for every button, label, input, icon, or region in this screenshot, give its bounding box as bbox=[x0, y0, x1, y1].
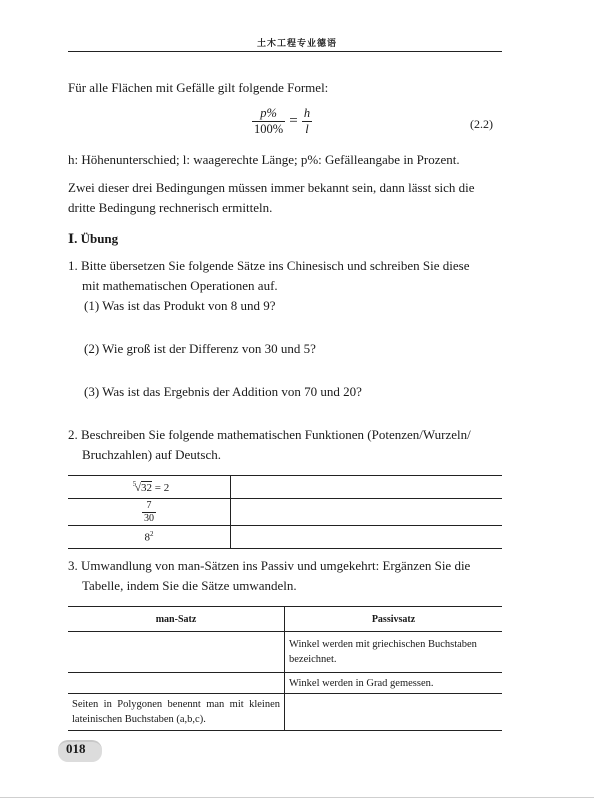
formula-left-fraction bbox=[252, 106, 285, 137]
man-satz-cell[interactable] bbox=[68, 632, 285, 673]
fraction-denominator: 30 bbox=[144, 512, 154, 524]
formula-left-numerator: p% bbox=[252, 106, 285, 122]
radical-sign: √ bbox=[134, 481, 142, 494]
task2-line-1: 2. Beschreiben Sie folgende mathematischen Funktionen (Potenzen/Wurzeln/ bbox=[68, 427, 471, 442]
task3-line-1: 3. Umwandlung von man-Sätzen ins Passiv und umgekehrt: Ergänzen Sie die bbox=[68, 558, 471, 573]
task1-question-3: (3) Was ist das Ergebnis der Addition von 70 und 20? bbox=[84, 384, 362, 399]
running-header: 土木工程专业德语 bbox=[256, 38, 337, 48]
power-exponent: 2 bbox=[150, 530, 154, 539]
paragraph-line-1: Zwei dieser drei Bedingungen müssen immer bekannt sein, dann lässt sich die bbox=[68, 180, 475, 195]
radicand: 32 bbox=[141, 481, 153, 494]
task1-question-2: (2) Wie groß ist der Differenz von 30 und 5? bbox=[84, 341, 316, 356]
passivsatz-cell: Winkel werden mit griechischen Buchstaben bezeichnet. bbox=[285, 632, 503, 673]
bottom-rule bbox=[0, 797, 594, 798]
passivsatz-cell: Winkel werden in Grad gemessen. bbox=[285, 673, 503, 694]
table-row bbox=[68, 673, 502, 694]
formula-right-fraction bbox=[302, 106, 312, 137]
page-number: 018 bbox=[66, 741, 86, 756]
fraction-expression-cell bbox=[68, 499, 231, 526]
task2-line-2: Bruchzahlen) auf Deutsch. bbox=[82, 447, 221, 462]
paragraph-line-2: dritte Bedingung rechnerisch ermitteln. bbox=[68, 200, 273, 215]
formula-right-denominator: l bbox=[305, 122, 309, 136]
intro-text: Für alle Flächen mit Gefälle gilt folgende Formel: bbox=[68, 80, 329, 95]
task1-line-1: 1. Bitte übersetzen Sie folgende Sätze ins Chinesisch und schreiben Sie diese bbox=[68, 258, 470, 273]
equation-number: (2.2) bbox=[470, 117, 493, 131]
formula-equals: = bbox=[289, 113, 298, 129]
table-header-row bbox=[68, 607, 502, 632]
table-row bbox=[68, 476, 502, 499]
fraction-numerator: 7 bbox=[142, 500, 156, 513]
man-satz-cell: Seiten in Polygonen benennt man mit kleinen lateinischen Buchstaben (a,b,c). bbox=[68, 694, 285, 731]
formula bbox=[252, 106, 312, 137]
header-rule bbox=[68, 51, 502, 52]
table-row bbox=[68, 499, 502, 526]
passivsatz-cell[interactable] bbox=[285, 694, 503, 731]
table-row bbox=[68, 694, 502, 731]
root-expression-cell bbox=[68, 476, 231, 499]
functions-table bbox=[68, 475, 502, 549]
root-index: 5 bbox=[132, 480, 137, 489]
answer-cell[interactable] bbox=[231, 476, 503, 499]
header-man-satz: man-Satz bbox=[68, 607, 285, 632]
power-expression-cell bbox=[68, 526, 231, 549]
header-passivsatz: Passivsatz bbox=[285, 607, 503, 632]
fraction bbox=[142, 500, 156, 525]
man-satz-cell[interactable] bbox=[68, 673, 285, 694]
table-row bbox=[68, 526, 502, 549]
passive-table bbox=[68, 606, 502, 731]
formula-legend: h: Höhenunterschied; l: waagerechte Länge; p%: Gefälleangabe in Prozent. bbox=[68, 152, 460, 167]
section-title: Ⅰ. Übung bbox=[68, 231, 119, 246]
task1-question-1: (1) Was ist das Produkt von 8 und 9? bbox=[84, 298, 276, 313]
task1-line-2: mit mathematischen Operationen auf. bbox=[82, 278, 278, 293]
answer-cell[interactable] bbox=[231, 526, 503, 549]
table-row bbox=[68, 632, 502, 673]
answer-cell[interactable] bbox=[231, 499, 503, 526]
task3-line-2: Tabelle, indem Sie die Sätze umwandeln. bbox=[82, 578, 297, 593]
power-base: 8 bbox=[144, 531, 150, 544]
root-result: = 2 bbox=[154, 481, 170, 494]
formula-right-numerator: h bbox=[303, 106, 311, 120]
formula-left-denominator: 100% bbox=[254, 122, 284, 136]
